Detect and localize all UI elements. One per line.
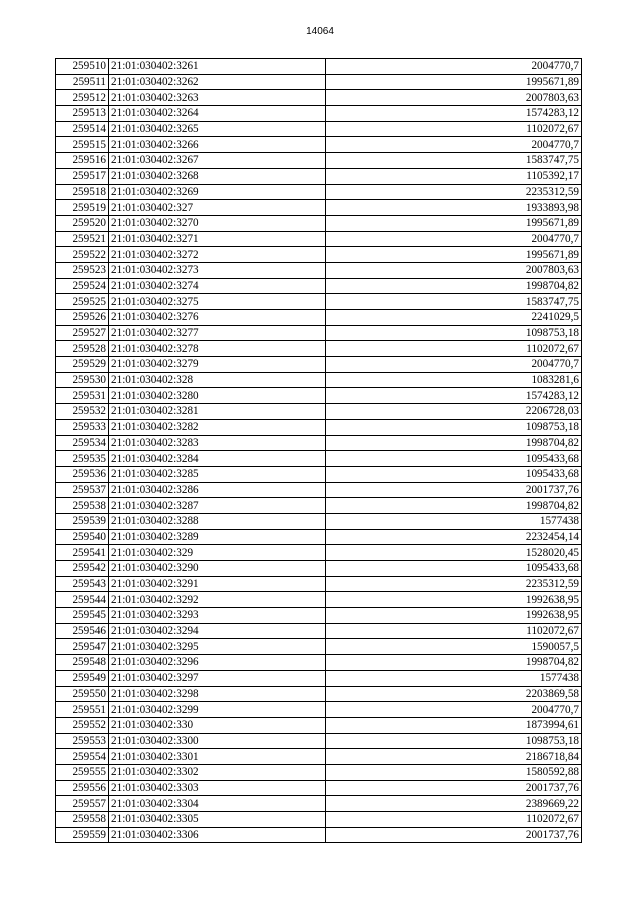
- cadastral-value-cell: 1992638,95: [326, 608, 582, 624]
- row-number-cell: 259528: [56, 341, 109, 357]
- row-number-cell: 259522: [56, 247, 109, 263]
- cadastral-value-cell: 1995671,89: [326, 74, 582, 90]
- cadastral-value-cell: 1998704,82: [326, 655, 582, 671]
- cadastral-number-cell: 21:01:030402:3281: [109, 404, 326, 420]
- row-number-cell: 259546: [56, 623, 109, 639]
- cadastral-value-cell: 2235312,59: [326, 576, 582, 592]
- table-body: [56, 59, 582, 843]
- cadastral-number-cell: 21:01:030402:3306: [109, 827, 326, 843]
- cadastral-value-cell: 1873994,61: [326, 717, 582, 733]
- table-row: [56, 780, 582, 796]
- table-row: [56, 404, 582, 420]
- table-row: [56, 215, 582, 231]
- cadastral-value-cell: 1574283,12: [326, 388, 582, 404]
- table-row: [56, 435, 582, 451]
- row-number-cell: 259514: [56, 121, 109, 137]
- table-row: [56, 153, 582, 169]
- row-number-cell: 259554: [56, 749, 109, 765]
- cadastral-value-cell: 1098753,18: [326, 733, 582, 749]
- cadastral-number-cell: 21:01:030402:3293: [109, 608, 326, 624]
- cadastral-number-cell: 21:01:030402:3292: [109, 592, 326, 608]
- row-number-cell: 259525: [56, 294, 109, 310]
- cadastral-number-cell: 21:01:030402:3270: [109, 215, 326, 231]
- cadastral-value-cell: 2186718,84: [326, 749, 582, 765]
- cadastral-number-cell: 21:01:030402:3280: [109, 388, 326, 404]
- table-row: [56, 168, 582, 184]
- table-row: [56, 717, 582, 733]
- table-row: [56, 231, 582, 247]
- table-row: [56, 357, 582, 373]
- cadastral-value-cell: 2004770,7: [326, 357, 582, 373]
- cadastral-value-cell: 1095433,68: [326, 561, 582, 577]
- table-row: [56, 812, 582, 828]
- table-row: [56, 451, 582, 467]
- cadastral-value-cell: 2001737,76: [326, 482, 582, 498]
- cadastral-number-cell: 21:01:030402:3295: [109, 639, 326, 655]
- cadastral-value-cell: 1105392,17: [326, 168, 582, 184]
- row-number-cell: 259553: [56, 733, 109, 749]
- row-number-cell: 259513: [56, 106, 109, 122]
- cadastral-number-cell: 21:01:030402:3302: [109, 764, 326, 780]
- cadastral-number-cell: 21:01:030402:3300: [109, 733, 326, 749]
- cadastral-number-cell: 21:01:030402:3286: [109, 482, 326, 498]
- cadastral-number-cell: 21:01:030402:3261: [109, 59, 326, 75]
- cadastral-value-table: [55, 58, 582, 843]
- cadastral-value-cell: 1102072,67: [326, 341, 582, 357]
- cadastral-number-cell: 21:01:030402:3290: [109, 561, 326, 577]
- table-row: [56, 827, 582, 843]
- cadastral-number-cell: 21:01:030402:3284: [109, 451, 326, 467]
- cadastral-value-cell: 2232454,14: [326, 529, 582, 545]
- table-row: [56, 796, 582, 812]
- row-number-cell: 259539: [56, 513, 109, 529]
- table-row: [56, 294, 582, 310]
- table-row: [56, 749, 582, 765]
- row-number-cell: 259559: [56, 827, 109, 843]
- row-number-cell: 259542: [56, 561, 109, 577]
- cadastral-number-cell: 21:01:030402:3272: [109, 247, 326, 263]
- cadastral-value-cell: 1998704,82: [326, 278, 582, 294]
- cadastral-number-cell: 21:01:030402:3282: [109, 419, 326, 435]
- row-number-cell: 259537: [56, 482, 109, 498]
- table-row: [56, 639, 582, 655]
- cadastral-value-cell: 1933893,98: [326, 200, 582, 216]
- cadastral-number-cell: 21:01:030402:3276: [109, 310, 326, 326]
- cadastral-value-cell: 1577438: [326, 513, 582, 529]
- row-number-cell: 259530: [56, 372, 109, 388]
- cadastral-value-cell: 1995671,89: [326, 247, 582, 263]
- table-row: [56, 655, 582, 671]
- row-number-cell: 259558: [56, 812, 109, 828]
- cadastral-value-cell: 1583747,75: [326, 294, 582, 310]
- row-number-cell: 259523: [56, 262, 109, 278]
- cadastral-number-cell: 21:01:030402:3268: [109, 168, 326, 184]
- cadastral-value-cell: 1574283,12: [326, 106, 582, 122]
- row-number-cell: 259531: [56, 388, 109, 404]
- row-number-cell: 259527: [56, 325, 109, 341]
- table-row: [56, 498, 582, 514]
- cadastral-number-cell: 21:01:030402:3301: [109, 749, 326, 765]
- cadastral-value-cell: 2241029,5: [326, 310, 582, 326]
- page-number: 14064: [306, 26, 334, 37]
- row-number-cell: 259532: [56, 404, 109, 420]
- table-row: [56, 529, 582, 545]
- cadastral-value-cell: 1998704,82: [326, 435, 582, 451]
- table-row: [56, 576, 582, 592]
- table-row: [56, 106, 582, 122]
- cadastral-value-cell: 1583747,75: [326, 153, 582, 169]
- row-number-cell: 259556: [56, 780, 109, 796]
- row-number-cell: 259520: [56, 215, 109, 231]
- row-number-cell: 259551: [56, 702, 109, 718]
- table-row: [56, 200, 582, 216]
- table-row: [56, 561, 582, 577]
- row-number-cell: 259538: [56, 498, 109, 514]
- table-row: [56, 545, 582, 561]
- cadastral-value-cell: 1098753,18: [326, 325, 582, 341]
- cadastral-number-cell: 21:01:030402:3269: [109, 184, 326, 200]
- table-row: [56, 74, 582, 90]
- table-row: [56, 121, 582, 137]
- cadastral-number-cell: 21:01:030402:3297: [109, 670, 326, 686]
- cadastral-value-cell: 1095433,68: [326, 466, 582, 482]
- cadastral-value-cell: 2004770,7: [326, 702, 582, 718]
- table-row: [56, 184, 582, 200]
- cadastral-number-cell: 21:01:030402:3291: [109, 576, 326, 592]
- cadastral-value-cell: 1098753,18: [326, 419, 582, 435]
- cadastral-value-cell: 1580592,88: [326, 764, 582, 780]
- cadastral-number-cell: 21:01:030402:330: [109, 717, 326, 733]
- row-number-cell: 259521: [56, 231, 109, 247]
- cadastral-number-cell: 21:01:030402:3263: [109, 90, 326, 106]
- row-number-cell: 259544: [56, 592, 109, 608]
- table-row: [56, 482, 582, 498]
- table-row: [56, 670, 582, 686]
- cadastral-number-cell: 21:01:030402:3274: [109, 278, 326, 294]
- row-number-cell: 259548: [56, 655, 109, 671]
- table-row: [56, 623, 582, 639]
- table-row: [56, 764, 582, 780]
- cadastral-number-cell: 21:01:030402:3275: [109, 294, 326, 310]
- cadastral-value-cell: 2007803,63: [326, 262, 582, 278]
- table-row: [56, 419, 582, 435]
- cadastral-value-cell: 1992638,95: [326, 592, 582, 608]
- cadastral-value-cell: 1995671,89: [326, 215, 582, 231]
- cadastral-number-cell: 21:01:030402:329: [109, 545, 326, 561]
- row-number-cell: 259515: [56, 137, 109, 153]
- cadastral-number-cell: 21:01:030402:3271: [109, 231, 326, 247]
- cadastral-number-cell: 21:01:030402:3304: [109, 796, 326, 812]
- cadastral-number-cell: 21:01:030402:3296: [109, 655, 326, 671]
- cadastral-value-cell: 1577438: [326, 670, 582, 686]
- table-row: [56, 59, 582, 75]
- cadastral-number-cell: 21:01:030402:3305: [109, 812, 326, 828]
- cadastral-number-cell: 21:01:030402:3287: [109, 498, 326, 514]
- table-row: [56, 686, 582, 702]
- cadastral-number-cell: 21:01:030402:3283: [109, 435, 326, 451]
- cadastral-value-cell: 1083281,6: [326, 372, 582, 388]
- row-number-cell: 259549: [56, 670, 109, 686]
- row-number-cell: 259510: [56, 59, 109, 75]
- cadastral-number-cell: 21:01:030402:3267: [109, 153, 326, 169]
- cadastral-number-cell: 21:01:030402:3273: [109, 262, 326, 278]
- cadastral-number-cell: 21:01:030402:3288: [109, 513, 326, 529]
- cadastral-number-cell: 21:01:030402:3265: [109, 121, 326, 137]
- row-number-cell: 259519: [56, 200, 109, 216]
- table-row: [56, 310, 582, 326]
- cadastral-number-cell: 21:01:030402:328: [109, 372, 326, 388]
- cadastral-number-cell: 21:01:030402:3279: [109, 357, 326, 373]
- table-row: [56, 247, 582, 263]
- cadastral-number-cell: 21:01:030402:3298: [109, 686, 326, 702]
- row-number-cell: 259552: [56, 717, 109, 733]
- row-number-cell: 259535: [56, 451, 109, 467]
- table-row: [56, 341, 582, 357]
- table-row: [56, 278, 582, 294]
- cadastral-number-cell: 21:01:030402:3266: [109, 137, 326, 153]
- row-number-cell: 259512: [56, 90, 109, 106]
- row-number-cell: 259516: [56, 153, 109, 169]
- row-number-cell: 259511: [56, 74, 109, 90]
- row-number-cell: 259543: [56, 576, 109, 592]
- row-number-cell: 259540: [56, 529, 109, 545]
- cadastral-value-cell: 2001737,76: [326, 827, 582, 843]
- row-number-cell: 259545: [56, 608, 109, 624]
- row-number-cell: 259529: [56, 357, 109, 373]
- cadastral-number-cell: 21:01:030402:3285: [109, 466, 326, 482]
- cadastral-number-cell: 21:01:030402:3264: [109, 106, 326, 122]
- cadastral-number-cell: 21:01:030402:3299: [109, 702, 326, 718]
- row-number-cell: 259555: [56, 764, 109, 780]
- row-number-cell: 259518: [56, 184, 109, 200]
- cadastral-value-cell: 2004770,7: [326, 137, 582, 153]
- row-number-cell: 259550: [56, 686, 109, 702]
- table-row: [56, 733, 582, 749]
- table-row: [56, 592, 582, 608]
- cadastral-number-cell: 21:01:030402:3262: [109, 74, 326, 90]
- cadastral-value-cell: 1590057,5: [326, 639, 582, 655]
- cadastral-value-cell: 2007803,63: [326, 90, 582, 106]
- cadastral-value-cell: 2206728,03: [326, 404, 582, 420]
- cadastral-number-cell: 21:01:030402:3294: [109, 623, 326, 639]
- cadastral-value-cell: 2389669,22: [326, 796, 582, 812]
- cadastral-number-cell: 21:01:030402:3303: [109, 780, 326, 796]
- cadastral-number-cell: 21:01:030402:3278: [109, 341, 326, 357]
- table-row: [56, 608, 582, 624]
- cadastral-value-cell: 1102072,67: [326, 812, 582, 828]
- table-row: [56, 137, 582, 153]
- row-number-cell: 259517: [56, 168, 109, 184]
- cadastral-value-cell: 1528020,45: [326, 545, 582, 561]
- cadastral-value-cell: 1102072,67: [326, 623, 582, 639]
- table-row: [56, 325, 582, 341]
- cadastral-value-cell: 2004770,7: [326, 231, 582, 247]
- cadastral-value-cell: 2001737,76: [326, 780, 582, 796]
- table-row: [56, 466, 582, 482]
- row-number-cell: 259524: [56, 278, 109, 294]
- cadastral-value-cell: 2203869,58: [326, 686, 582, 702]
- row-number-cell: 259526: [56, 310, 109, 326]
- table-row: [56, 513, 582, 529]
- cadastral-value-cell: 2004770,7: [326, 59, 582, 75]
- table-row: [56, 702, 582, 718]
- table-row: [56, 90, 582, 106]
- cadastral-value-cell: 1095433,68: [326, 451, 582, 467]
- row-number-cell: 259533: [56, 419, 109, 435]
- table-row: [56, 372, 582, 388]
- cadastral-number-cell: 21:01:030402:327: [109, 200, 326, 216]
- row-number-cell: 259534: [56, 435, 109, 451]
- row-number-cell: 259557: [56, 796, 109, 812]
- row-number-cell: 259547: [56, 639, 109, 655]
- table-row: [56, 388, 582, 404]
- cadastral-value-cell: 1102072,67: [326, 121, 582, 137]
- cadastral-value-cell: 2235312,59: [326, 184, 582, 200]
- row-number-cell: 259541: [56, 545, 109, 561]
- table-row: [56, 262, 582, 278]
- row-number-cell: 259536: [56, 466, 109, 482]
- cadastral-value-cell: 1998704,82: [326, 498, 582, 514]
- cadastral-number-cell: 21:01:030402:3289: [109, 529, 326, 545]
- cadastral-number-cell: 21:01:030402:3277: [109, 325, 326, 341]
